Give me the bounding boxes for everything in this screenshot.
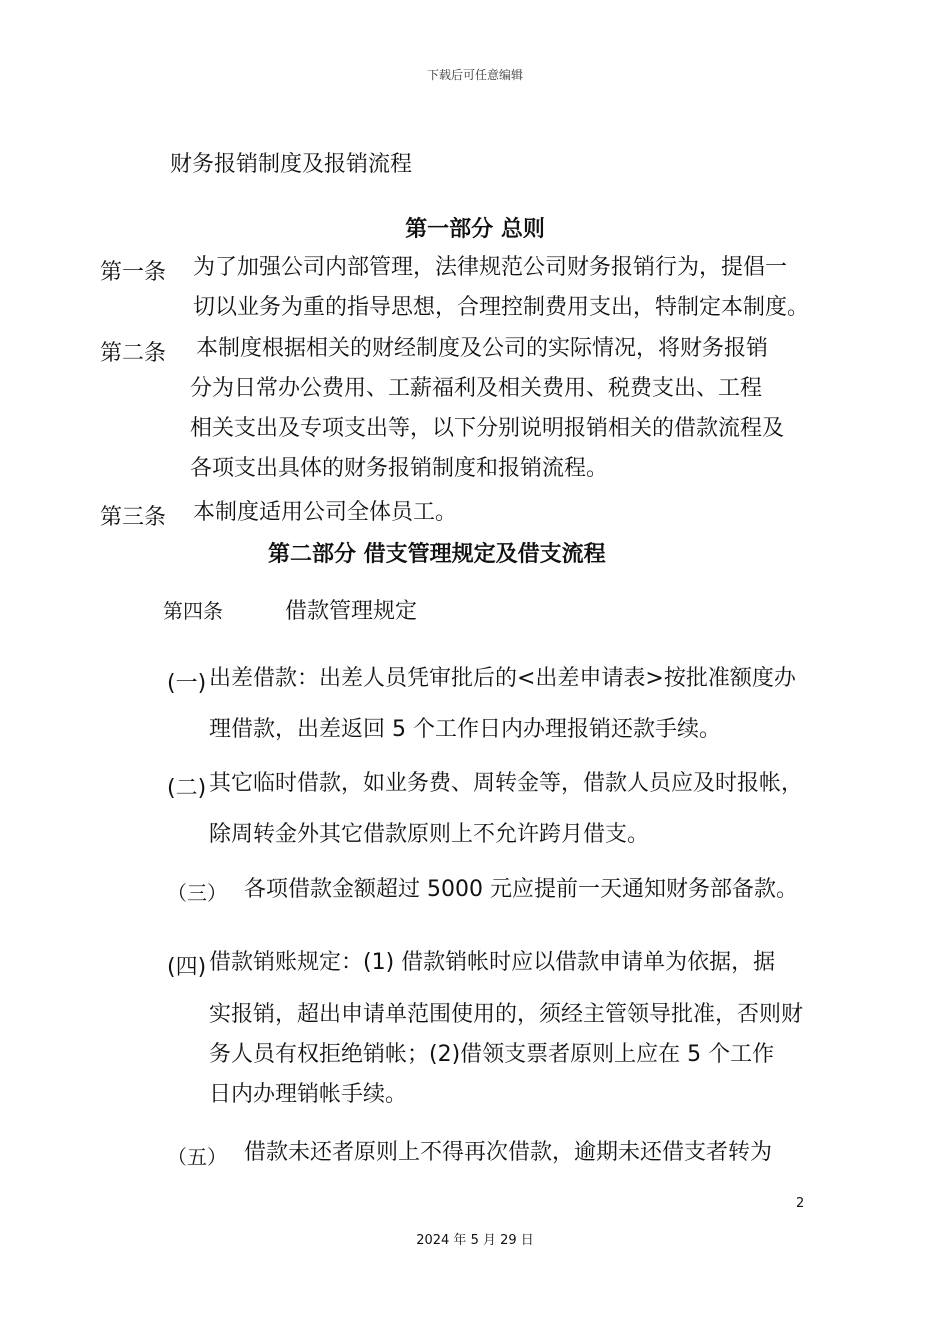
item-3-label: （三） <box>167 881 227 905</box>
item-5-line-1: 借款未还者原则上不得再次借款，逾期未还借支者转为 <box>244 1140 773 1165</box>
item-3-line-1: 各项借款金额超过 5000 元应提前一天通知财务部备款。 <box>244 877 798 902</box>
item-4-line-3: 务人员有权拒绝销帐；(2)借领支票者原则上应在 5 个工作 <box>209 1042 775 1067</box>
item-2-label: (二) <box>167 776 207 801</box>
article-2-line-4: 各项支出具体的财务报销制度和报销流程。 <box>190 456 609 481</box>
document-title: 财务报销制度及报销流程 <box>170 152 413 177</box>
item-4-line-1: 借款销账规定：(1) 借款销帐时应以借款申请单为依据，据 <box>209 950 776 975</box>
article-3-label: 第三条 <box>100 505 167 530</box>
item-1-line-2: 理借款，出差返回 5 个工作日内办理报销还款手续。 <box>209 717 721 742</box>
article-1-line-2: 切以业务为重的指导思想，合理控制费用支出，特制定本制度。 <box>193 295 810 320</box>
article-2-line-3: 相关支出及专项支出等，以下分别说明报销相关的借款流程及 <box>190 416 785 441</box>
part2-heading: 第二部分 借支管理规定及借支流程 <box>268 542 606 567</box>
article-2-line-2: 分为日常办公费用、工薪福利及相关费用、税费支出、工程 <box>190 376 763 401</box>
item-2-line-1: 其它临时借款，如业务费、周转金等，借款人员应及时报帐， <box>209 771 804 796</box>
article-1-label: 第一条 <box>100 260 167 285</box>
item-1-line-1: 出差借款：出差人员凭审批后的<出差申请表>按批准额度办 <box>209 666 796 691</box>
item-4-line-4: 日内办理销帐手续。 <box>209 1082 408 1107</box>
page-number: 2 <box>796 1196 805 1211</box>
article-4-title: 借款管理规定 <box>285 599 418 624</box>
item-5-label: （五） <box>167 1145 227 1169</box>
item-4-label: (四) <box>167 955 207 980</box>
page-header-note: 下载后可任意编辑 <box>426 68 523 82</box>
article-1-line-1: 为了加强公司内部管理，法律规范公司财务报销行为，提倡一 <box>193 255 788 280</box>
part1-heading: 第一部分 总则 <box>405 217 545 242</box>
item-2-line-2: 除周转金外其它借款原则上不允许跨月借支。 <box>209 822 650 847</box>
article-2-line-1: 本制度根据相关的财经制度及公司的实际情况，将财务报销 <box>196 336 769 361</box>
article-4-label: 第四条 <box>163 599 223 623</box>
article-3-line-1: 本制度适用公司全体员工。 <box>193 500 458 525</box>
item-1-label: (一) <box>167 671 207 696</box>
article-2-label: 第二条 <box>100 341 167 366</box>
item-4-line-2: 实报销，超出申请单范围使用的，须经主管领导批准，否则财 <box>209 1002 804 1027</box>
footer-date: 2024 年 5 月 29 日 <box>416 1233 534 1248</box>
